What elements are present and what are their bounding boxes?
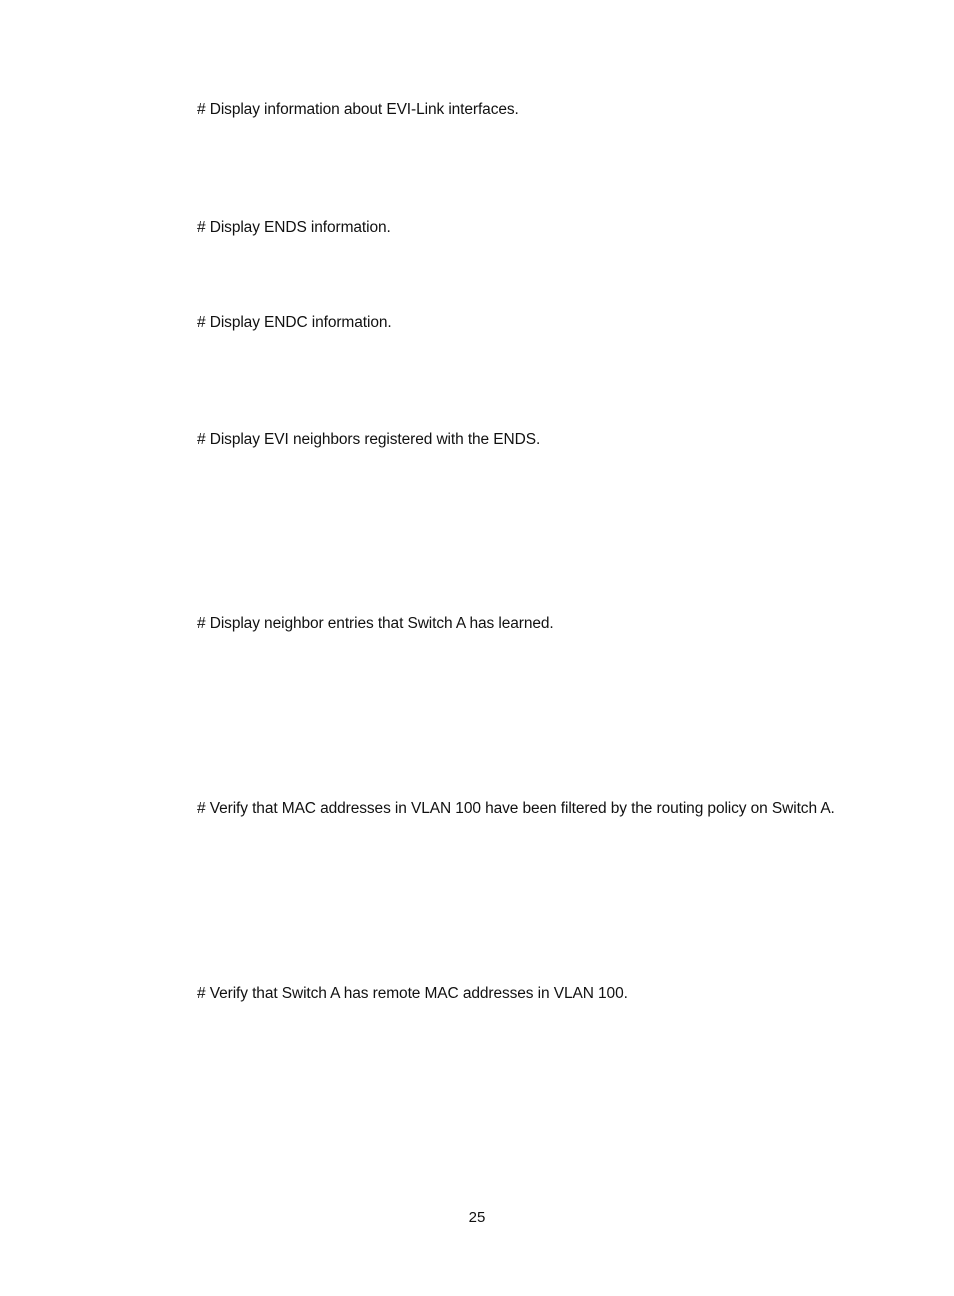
step-display-neighbor-entries: # Display neighbor entries that Switch A has learned. xyxy=(197,615,554,632)
step-display-endc-information: # Display ENDC information. xyxy=(197,314,392,331)
page-number: 25 xyxy=(468,1209,486,1226)
step-verify-mac-filtered: # Verify that MAC addresses in VLAN 100 have been filtered by the routing policy on Switch A. xyxy=(197,800,835,817)
step-display-evi-link-interfaces: # Display information about EVI-Link interfaces. xyxy=(197,101,519,118)
step-verify-remote-mac: # Verify that Switch A has remote MAC addresses in VLAN 100. xyxy=(197,985,628,1002)
step-display-ends-information: # Display ENDS information. xyxy=(197,219,391,236)
step-display-evi-neighbors: # Display EVI neighbors registered with the ENDS. xyxy=(197,431,541,448)
